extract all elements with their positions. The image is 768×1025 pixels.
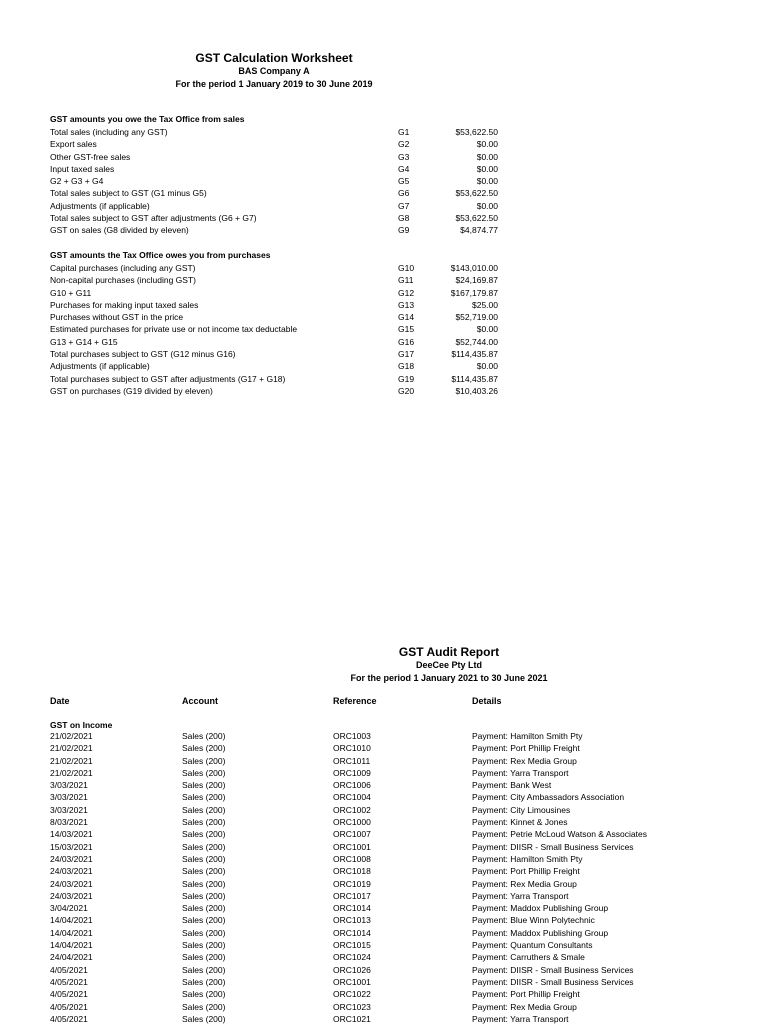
cell-details: Payment: Yarra Transport — [472, 767, 569, 778]
cell-date: 14/04/2021 — [50, 915, 93, 926]
row-label: G13 + G14 + G15 — [50, 336, 118, 347]
cell-reference: ORC1001 — [333, 976, 371, 987]
worksheet-row — [50, 212, 510, 224]
row-label: Total sales (including any GST) — [50, 127, 168, 137]
worksheet-row — [50, 287, 510, 299]
cell-account: Sales (200) — [182, 1001, 226, 1012]
worksheet-row — [50, 348, 510, 360]
worksheet-row — [50, 224, 510, 236]
cell-date: 24/03/2021 — [50, 866, 93, 877]
row-code: G9 — [398, 225, 410, 236]
row-label: Capital purchases (including any GST) — [50, 263, 196, 273]
cell-reference: ORC1001 — [333, 841, 371, 852]
cell-account: Sales (200) — [182, 866, 226, 877]
cell-date: 14/03/2021 — [50, 829, 93, 840]
cell-account: Sales (200) — [182, 767, 226, 778]
cell-account: Sales (200) — [182, 755, 226, 766]
cell-details: Payment: Maddox Publishing Group — [472, 927, 609, 938]
row-label: Other GST-free sales — [50, 151, 131, 162]
worksheet-row — [50, 373, 510, 385]
cell-date: 24/03/2021 — [50, 890, 93, 901]
audit-report-period: For the period 1 January 2021 to 30 June 2021 — [350, 672, 548, 683]
row-code: G12 — [398, 287, 415, 298]
row-amount: $0.00 — [476, 200, 498, 211]
cell-date: 21/02/2021 — [50, 755, 93, 766]
cell-reference: ORC1006 — [333, 780, 371, 791]
table-row — [50, 841, 750, 853]
cell-details: Payment: Yarra Transport — [472, 1013, 569, 1024]
cell-details: Payment: Bank West — [472, 780, 552, 791]
cell-reference: ORC1014 — [333, 903, 371, 914]
table-row — [50, 1001, 750, 1013]
cell-account: Sales (200) — [182, 1013, 226, 1024]
cell-account: Sales (200) — [182, 964, 226, 975]
audit-report-company: DeeCee Pty Ltd — [415, 660, 483, 670]
cell-date: 14/04/2021 — [50, 940, 93, 951]
row-amount: $4,874.77 — [460, 225, 498, 236]
cell-date: 14/04/2021 — [50, 927, 93, 938]
cell-reference: ORC1002 — [333, 804, 371, 815]
cell-reference: ORC1013 — [333, 915, 371, 926]
cell-date: 4/05/2021 — [50, 964, 88, 975]
worksheet-row — [50, 360, 510, 372]
row-label: Total purchases subject to GST (G12 minus G16) — [50, 349, 236, 360]
row-label: Non-capital purchases (including GST) — [50, 275, 196, 286]
worksheet-row — [50, 175, 510, 187]
table-row — [50, 951, 750, 963]
cell-reference: ORC1000 — [333, 817, 371, 828]
table-row — [50, 902, 750, 914]
worksheet-row — [50, 299, 510, 311]
table-row — [50, 828, 750, 840]
row-label: GST on purchases (G19 divided by eleven) — [50, 385, 213, 396]
cell-account: Sales (200) — [182, 804, 226, 815]
cell-reference: ORC1011 — [333, 755, 371, 766]
row-code: G6 — [398, 188, 410, 199]
cell-account: Sales (200) — [182, 940, 226, 951]
row-label: G10 + G11 — [50, 287, 92, 298]
sales-section-title: GST amounts you owe the Tax Office from sales — [50, 114, 245, 124]
cell-date: 3/03/2021 — [50, 780, 88, 791]
cell-reference: ORC1015 — [333, 940, 371, 951]
table-row — [50, 988, 750, 1000]
cell-date: 4/05/2021 — [50, 976, 88, 987]
table-row — [50, 742, 750, 754]
cell-date: 4/05/2021 — [50, 1001, 88, 1012]
row-label: Estimated purchases for private use or not income tax deductable — [50, 324, 298, 335]
worksheet-company: BAS Company A — [238, 66, 310, 76]
row-amount: $0.00 — [476, 163, 498, 174]
table-row — [50, 878, 750, 890]
cell-details: Payment: Hamilton Smith Pty — [472, 731, 583, 741]
row-code: G3 — [398, 151, 410, 162]
cell-account: Sales (200) — [182, 743, 226, 754]
cell-date: 8/03/2021 — [50, 817, 88, 828]
row-amount: $53,622.50 — [455, 127, 498, 137]
worksheet-row — [50, 311, 510, 323]
cell-account: Sales (200) — [182, 829, 226, 840]
row-amount: $53,622.50 — [455, 188, 498, 199]
cell-details: Payment: Kinnet & Jones — [472, 817, 568, 828]
worksheet-row — [50, 163, 510, 175]
row-amount: $0.00 — [476, 361, 498, 372]
cell-details: Payment: City Limousines — [472, 804, 571, 815]
cell-account: Sales (200) — [182, 976, 226, 987]
row-amount: $0.00 — [476, 176, 498, 187]
cell-details: Payment: DIISR - Small Business Services — [472, 841, 634, 852]
table-row — [50, 865, 750, 877]
cell-details: Payment: DIISR - Small Business Services — [472, 976, 634, 987]
row-label: Adjustments (if applicable) — [50, 361, 150, 372]
cell-reference: ORC1004 — [333, 792, 371, 803]
row-code: G18 — [398, 361, 415, 372]
cell-details: Payment: Rex Media Group — [472, 755, 577, 766]
cell-details: Payment: Rex Media Group — [472, 1001, 577, 1012]
row-label: Purchases for making input taxed sales — [50, 299, 199, 310]
cell-reference: ORC1009 — [333, 767, 371, 778]
cell-details: Payment: Port Phillip Freight — [472, 866, 580, 877]
cell-date: 21/02/2021 — [50, 767, 93, 778]
table-row — [50, 755, 750, 767]
cell-date: 21/02/2021 — [50, 731, 93, 741]
row-label: Total sales subject to GST (G1 minus G5) — [50, 188, 207, 199]
cell-account: Sales (200) — [182, 952, 226, 963]
table-row — [50, 791, 750, 803]
cell-account: Sales (200) — [182, 878, 226, 889]
purchases-section-title: GST amounts the Tax Office owes you from purchases — [50, 250, 271, 260]
row-code: G7 — [398, 200, 410, 211]
cell-date: 24/04/2021 — [50, 952, 93, 963]
row-code: G1 — [398, 127, 410, 137]
table-row — [50, 927, 750, 939]
worksheet-row — [50, 262, 510, 274]
cell-reference: ORC1022 — [333, 989, 371, 1000]
row-amount: $0.00 — [476, 139, 498, 150]
row-code: G5 — [398, 176, 410, 187]
row-code: G15 — [398, 324, 415, 335]
worksheet-row — [50, 187, 510, 199]
row-label: Adjustments (if applicable) — [50, 200, 150, 211]
row-amount: $25.00 — [472, 299, 498, 310]
row-label: GST on sales (G8 divided by eleven) — [50, 225, 189, 236]
cell-account: Sales (200) — [182, 927, 226, 938]
worksheet-row — [50, 151, 510, 163]
cell-account: Sales (200) — [182, 817, 226, 828]
cell-account: Sales (200) — [182, 915, 226, 926]
table-row — [50, 939, 750, 951]
row-label: Total sales subject to GST after adjustments (G6 + G7) — [50, 213, 257, 224]
column-header-account: Account — [182, 696, 218, 706]
row-code: G17 — [398, 349, 415, 360]
audit-rows — [50, 730, 750, 1025]
cell-details: Payment: Hamilton Smith Pty — [472, 853, 583, 864]
cell-account: Sales (200) — [182, 903, 226, 914]
gst-on-income-title: GST on Income — [50, 720, 113, 730]
cell-account: Sales (200) — [182, 890, 226, 901]
table-row — [50, 730, 750, 742]
row-label: G2 + G3 + G4 — [50, 176, 104, 187]
sales-rows — [50, 126, 510, 237]
cell-reference: ORC1019 — [333, 878, 371, 889]
row-amount: $143,010.00 — [450, 263, 498, 273]
cell-date: 24/03/2021 — [50, 878, 93, 889]
cell-account: Sales (200) — [182, 853, 226, 864]
table-row — [50, 767, 750, 779]
row-amount: $52,719.00 — [455, 312, 498, 323]
table-row — [50, 853, 750, 865]
row-code: G19 — [398, 373, 415, 384]
row-label: Total purchases subject to GST after adjustments (G17 + G18) — [50, 373, 286, 384]
table-row — [50, 976, 750, 988]
row-code: G13 — [398, 299, 415, 310]
purchase-rows — [50, 262, 510, 397]
worksheet-period: For the period 1 January 2019 to 30 June 2019 — [175, 78, 373, 89]
cell-reference: ORC1023 — [333, 1001, 371, 1012]
row-amount: $10,403.26 — [455, 385, 498, 396]
row-amount: $114,435.87 — [451, 373, 498, 384]
cell-reference: ORC1014 — [333, 927, 371, 938]
column-header-details: Details — [472, 696, 502, 706]
audit-report-title: GST Audit Report — [398, 645, 500, 659]
table-row — [50, 804, 750, 816]
cell-date: 15/03/2021 — [50, 841, 93, 852]
cell-details: Payment: Carruthers & Smale — [472, 952, 585, 963]
worksheet-header — [0, 51, 548, 90]
row-code: G8 — [398, 213, 410, 224]
cell-details: Payment: City Ambassadors Association — [472, 792, 625, 803]
worksheet-title: GST Calculation Worksheet — [195, 51, 353, 65]
cell-details: Payment: Petrie McLoud Watson & Associates — [472, 829, 647, 840]
worksheet-row — [50, 323, 510, 335]
worksheet-row — [50, 336, 510, 348]
worksheet-row — [50, 274, 510, 286]
cell-reference: ORC1026 — [333, 964, 371, 975]
cell-reference: ORC1024 — [333, 952, 371, 963]
cell-details: Payment: DIISR - Small Business Services — [472, 964, 634, 975]
cell-reference: ORC1008 — [333, 853, 371, 864]
table-row — [50, 779, 750, 791]
cell-details: Payment: Maddox Publishing Group — [472, 903, 609, 914]
row-label: Input taxed sales — [50, 163, 115, 174]
worksheet-row — [50, 385, 510, 397]
table-row — [50, 1013, 750, 1025]
cell-date: 4/05/2021 — [50, 1013, 88, 1024]
row-code: G4 — [398, 163, 410, 174]
cell-account: Sales (200) — [182, 792, 226, 803]
cell-date: 24/03/2021 — [50, 853, 93, 864]
worksheet-row — [50, 200, 510, 212]
cell-account: Sales (200) — [182, 780, 226, 791]
row-amount: $0.00 — [476, 324, 498, 335]
row-label: Export sales — [50, 139, 97, 150]
cell-reference: ORC1021 — [333, 1013, 371, 1024]
row-code: G14 — [398, 312, 415, 323]
cell-reference: ORC1007 — [333, 829, 371, 840]
cell-account: Sales (200) — [182, 841, 226, 852]
row-amount: $52,744.00 — [455, 336, 498, 347]
cell-reference: ORC1003 — [333, 731, 371, 741]
row-code: G10 — [398, 263, 415, 273]
row-code: G20 — [398, 385, 415, 396]
row-code: G2 — [398, 139, 410, 150]
row-amount: $24,169.87 — [455, 275, 498, 286]
cell-date: 21/02/2021 — [50, 743, 93, 754]
cell-details: Payment: Rex Media Group — [472, 878, 577, 889]
table-row — [50, 890, 750, 902]
cell-details: Payment: Port Phillip Freight — [472, 989, 580, 1000]
cell-reference: ORC1017 — [333, 890, 371, 901]
row-amount: $53,622.50 — [455, 213, 498, 224]
cell-details: Payment: Port Phillip Freight — [472, 743, 580, 754]
column-header-date: Date — [50, 696, 70, 706]
cell-account: Sales (200) — [182, 731, 226, 741]
cell-details: Payment: Quantum Consultants — [472, 940, 593, 951]
worksheet-row — [50, 126, 510, 138]
row-amount: $114,435.87 — [451, 349, 498, 360]
cell-date: 3/04/2021 — [50, 903, 88, 914]
table-row — [50, 964, 750, 976]
cell-date: 4/05/2021 — [50, 989, 88, 1000]
row-label: Purchases without GST in the price — [50, 312, 184, 323]
cell-details: Payment: Blue Winn Polytechnic — [472, 915, 595, 926]
row-amount: $0.00 — [476, 151, 498, 162]
cell-details: Payment: Yarra Transport — [472, 890, 569, 901]
column-header-reference: Reference — [333, 696, 377, 706]
audit-report-header — [0, 645, 768, 684]
worksheet-row — [50, 138, 510, 150]
cell-date: 3/03/2021 — [50, 804, 88, 815]
table-row — [50, 914, 750, 926]
cell-reference: ORC1018 — [333, 866, 371, 877]
cell-account: Sales (200) — [182, 989, 226, 1000]
cell-reference: ORC1010 — [333, 743, 371, 754]
row-code: G16 — [398, 336, 415, 347]
row-code: G11 — [398, 275, 414, 286]
table-row — [50, 816, 750, 828]
cell-date: 3/03/2021 — [50, 792, 88, 803]
row-amount: $167,179.87 — [450, 287, 498, 298]
